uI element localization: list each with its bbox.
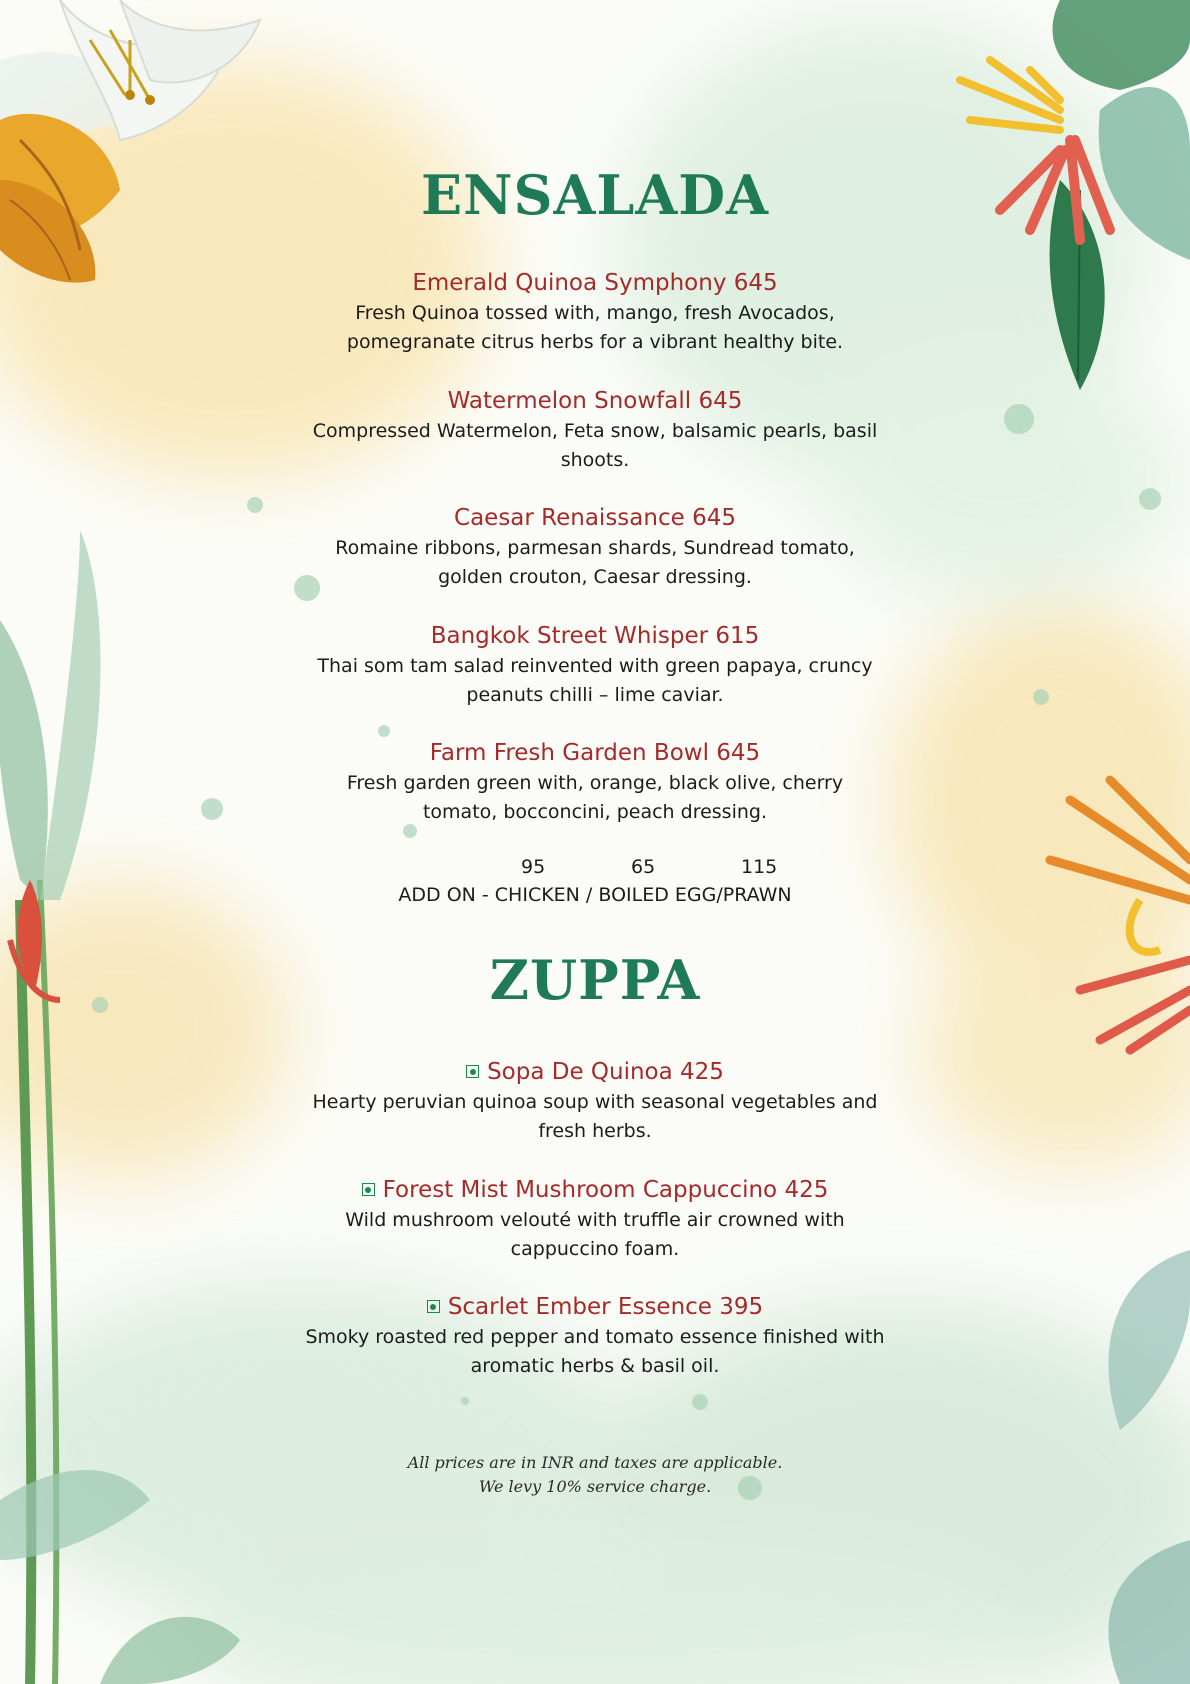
menu-item [245,268,945,357]
description-line: aromatic herbs & basil oil. [470,1355,720,1377]
menu-item-title: Scarlet Ember Essence 395 [447,1294,764,1320]
menu-item-description [245,1323,945,1381]
description-line: Wild mushroom velouté with truffle air crowned with [345,1209,845,1231]
description-line: Fresh Quinoa tossed with, mango, fresh Avocados, [355,302,835,324]
description-line: Thai som tam salad reinvented with green papaya, cruncy [317,655,873,677]
addon-price-egg: 65 [631,856,656,878]
menu-item-title: Emerald Quinoa Symphony 645 [412,270,778,296]
section-heading-zuppa: ZUPPA [489,948,701,1012]
menu-item-title: Caesar Renaissance 645 [454,505,736,531]
addon-price-prawn: 115 [741,856,778,878]
menu-item-description [245,1206,945,1264]
menu-item-title: Sopa De Quinoa 425 [487,1059,724,1085]
description-line: pomegranate citrus herbs for a vibrant healthy bite. [346,331,844,353]
description-line: cappuccino foam. [510,1238,680,1260]
footer-line: All prices are in INR and taxes are applicable. [407,1453,783,1472]
description-line: Romaine ribbons, parmesan shards, Sundread tomato, [335,537,855,559]
description-line: Hearty peruvian quinoa soup with seasonal vegetables and [312,1091,878,1113]
menu-item [245,386,945,475]
menu-item-title: Bangkok Street Whisper 615 [430,623,760,649]
description-line: Smoky roasted red pepper and tomato essence finished with [305,1326,885,1348]
menu-item [245,503,945,592]
section-heading-ensalada: ENSALADA [420,163,769,227]
menu-item-description [245,417,945,475]
addon-price-chicken: 95 [521,856,546,878]
menu-item-description [245,652,945,710]
menu-item [245,621,945,710]
veg-mark-icon [427,1300,440,1313]
description-line: tomato, bocconcini, peach dressing. [422,801,768,823]
menu-item [245,1175,945,1264]
menu-item-title-row [245,1292,945,1322]
menu-item-title: Forest Mist Mushroom Cappuccino 425 [382,1177,829,1203]
menu-item [245,1057,945,1146]
addon-label: ADD ON - CHICKEN / BOILED EGG/PRAWN [398,884,792,906]
menu-item-description [245,769,945,827]
description-line: fresh herbs. [538,1120,652,1142]
menu-item-title-row [245,1057,945,1087]
footer-note [0,1451,1190,1499]
menu-item-title: Watermelon Snowfall 645 [447,388,743,414]
menu-item-description [245,1088,945,1146]
description-line: golden crouton, Caesar dressing. [438,566,752,588]
menu-item [245,738,945,827]
description-line: shoots. [560,449,630,471]
veg-mark-icon [466,1065,479,1078]
menu-item-description [245,534,945,592]
description-line: Fresh garden green with, orange, black olive, cherry [346,772,844,794]
veg-mark-icon [362,1183,375,1196]
menu-item-title-row [245,1175,945,1205]
description-line: peanuts chilli – lime caviar. [466,684,724,706]
menu-item-description [245,299,945,357]
menu-item [245,1292,945,1381]
description-line: Compressed Watermelon, Feta snow, balsamic pearls, basil [312,420,878,442]
menu-item-title: Farm Fresh Garden Bowl 645 [429,740,761,766]
footer-line: We levy 10% service charge. [478,1477,712,1496]
